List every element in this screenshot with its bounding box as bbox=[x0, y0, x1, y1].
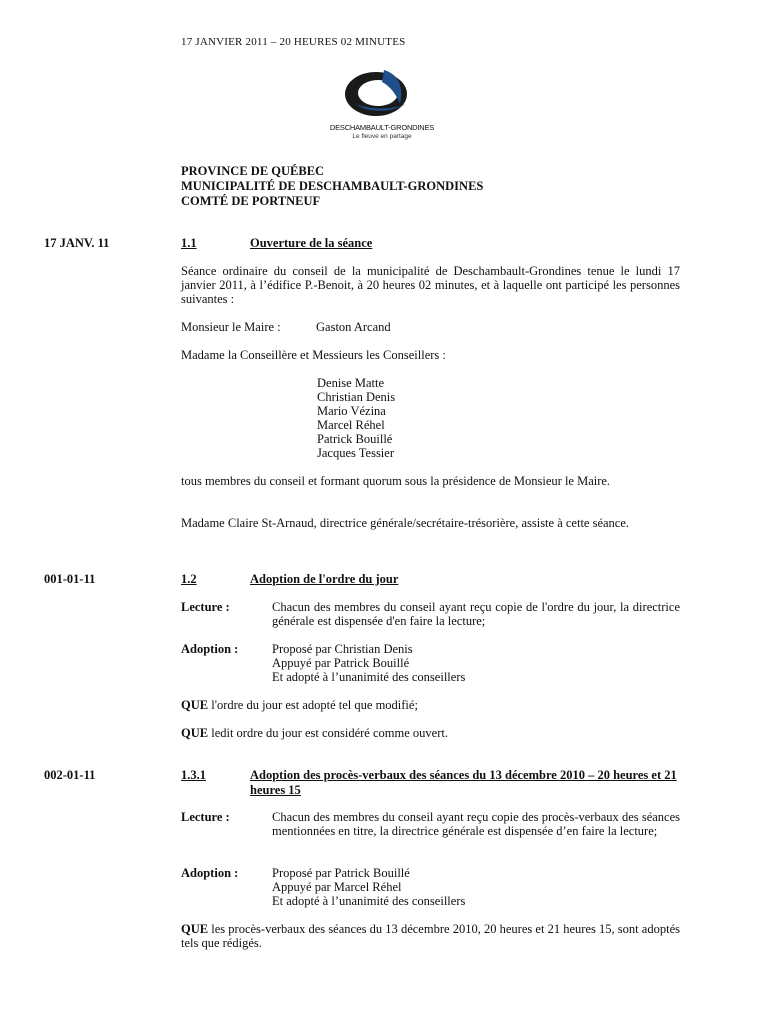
adopted-line: Et adopté à l’unanimité des conseillers bbox=[272, 894, 466, 908]
adoption-text bbox=[272, 866, 680, 908]
lecture-label: Lecture : bbox=[181, 810, 230, 824]
header-date: 17 JANVIER 2011 – 20 HEURES 02 MINUTES bbox=[181, 36, 406, 48]
margin-date: 17 JANV. 11 bbox=[44, 236, 110, 250]
section-number: 1.2 bbox=[181, 572, 197, 586]
que-word: QUE bbox=[181, 698, 209, 712]
lecture-label: Lecture : bbox=[181, 600, 230, 614]
adoption-label: Adoption : bbox=[181, 866, 239, 880]
councillor-name: Jacques Tessier bbox=[317, 446, 394, 460]
councillor-name: Marcel Réhel bbox=[317, 418, 385, 432]
proposed-by: Proposé par Patrick Bouillé bbox=[272, 866, 410, 880]
councillor-name: Patrick Bouillé bbox=[317, 432, 393, 446]
quorum-text: tous membres du conseil et formant quorum sous la présidence de Monsieur le Maire. bbox=[181, 474, 611, 488]
section-number: 1.1 bbox=[181, 236, 197, 250]
logo-tagline: Le fleuve en partage bbox=[352, 133, 412, 140]
session-intro: Séance ordinaire du conseil de la municipalité de Deschambault-Grondines tenue le lundi 17 janvier 2011, à l’édifice P.-Benoit, à 20 heures 02 minutes, et à laquelle ont participé les personnes suivantes : bbox=[181, 264, 680, 306]
director-text: Madame Claire St-Arnaud, directrice générale/secrétaire-trésorière, assiste à cette séance. bbox=[181, 516, 630, 530]
que-clause bbox=[181, 726, 680, 740]
logo-emblem-icon bbox=[326, 64, 438, 122]
councillors-list bbox=[317, 376, 395, 460]
section-title: Adoption de l'ordre du jour bbox=[250, 572, 399, 586]
lecture-text: Chacun des membres du conseil ayant reçu copie de l'ordre du jour, la directrice générale est dispensée d'en faire la lecture; bbox=[272, 600, 680, 628]
que-clause bbox=[181, 922, 680, 950]
que-text: ledit ordre du jour est considéré comme ouvert. bbox=[208, 726, 448, 740]
seconded-by: Appuyé par Patrick Bouillé bbox=[272, 656, 410, 670]
lecture-text: Chacun des membres du conseil ayant reçu copie des procès-verbaux des séances mentionnées en titre, la directrice générale est dispensée d’en faire la lecture; bbox=[272, 810, 680, 838]
que-text: les procès-verbaux des séances du 13 décembre 2010, 20 heures et 21 heures 15, sont adoptés tels que rédigés. bbox=[181, 922, 680, 950]
councillor-name: Denise Matte bbox=[317, 376, 384, 390]
section-title: Ouverture de la séance bbox=[250, 236, 373, 250]
province-line: PROVINCE DE QUÉBEC bbox=[181, 164, 325, 178]
county-line: COMTÉ DE PORTNEUF bbox=[181, 194, 321, 208]
mayor-line bbox=[181, 320, 391, 334]
resolution-number: 002-01-11 bbox=[44, 768, 96, 782]
que-word: QUE bbox=[181, 726, 209, 740]
mayor-label: Monsieur le Maire : bbox=[181, 320, 281, 334]
mayor-name: Gaston Arcand bbox=[316, 320, 391, 334]
section-title: Adoption des procès-verbaux des séances du 13 décembre 2010 – 20 heures et 21 heures 15 bbox=[250, 768, 677, 797]
councillors-label: Madame la Conseillère et Messieurs les Conseillers : bbox=[181, 348, 446, 362]
municipality-line: MUNICIPALITÉ DE DESCHAMBAULT-GRONDINES bbox=[181, 179, 484, 193]
resolution-number: 001-01-11 bbox=[44, 572, 96, 586]
que-word: QUE bbox=[181, 922, 209, 936]
adoption-text bbox=[272, 642, 680, 684]
councillor-name: Christian Denis bbox=[317, 390, 396, 404]
logo-name: DESCHAMBAULT-GRONDINES bbox=[329, 123, 435, 132]
section-number: 1.3.1 bbox=[181, 768, 206, 782]
seconded-by: Appuyé par Marcel Réhel bbox=[272, 880, 402, 894]
que-clause bbox=[181, 698, 680, 712]
municipality-logo bbox=[326, 64, 438, 142]
province-block bbox=[181, 164, 483, 209]
adoption-label: Adoption : bbox=[181, 642, 239, 656]
councillor-name: Mario Vézina bbox=[317, 404, 386, 418]
proposed-by: Proposé par Christian Denis bbox=[272, 642, 413, 656]
que-text: l'ordre du jour est adopté tel que modifié; bbox=[208, 698, 418, 712]
adopted-line: Et adopté à l’unanimité des conseillers bbox=[272, 670, 466, 684]
